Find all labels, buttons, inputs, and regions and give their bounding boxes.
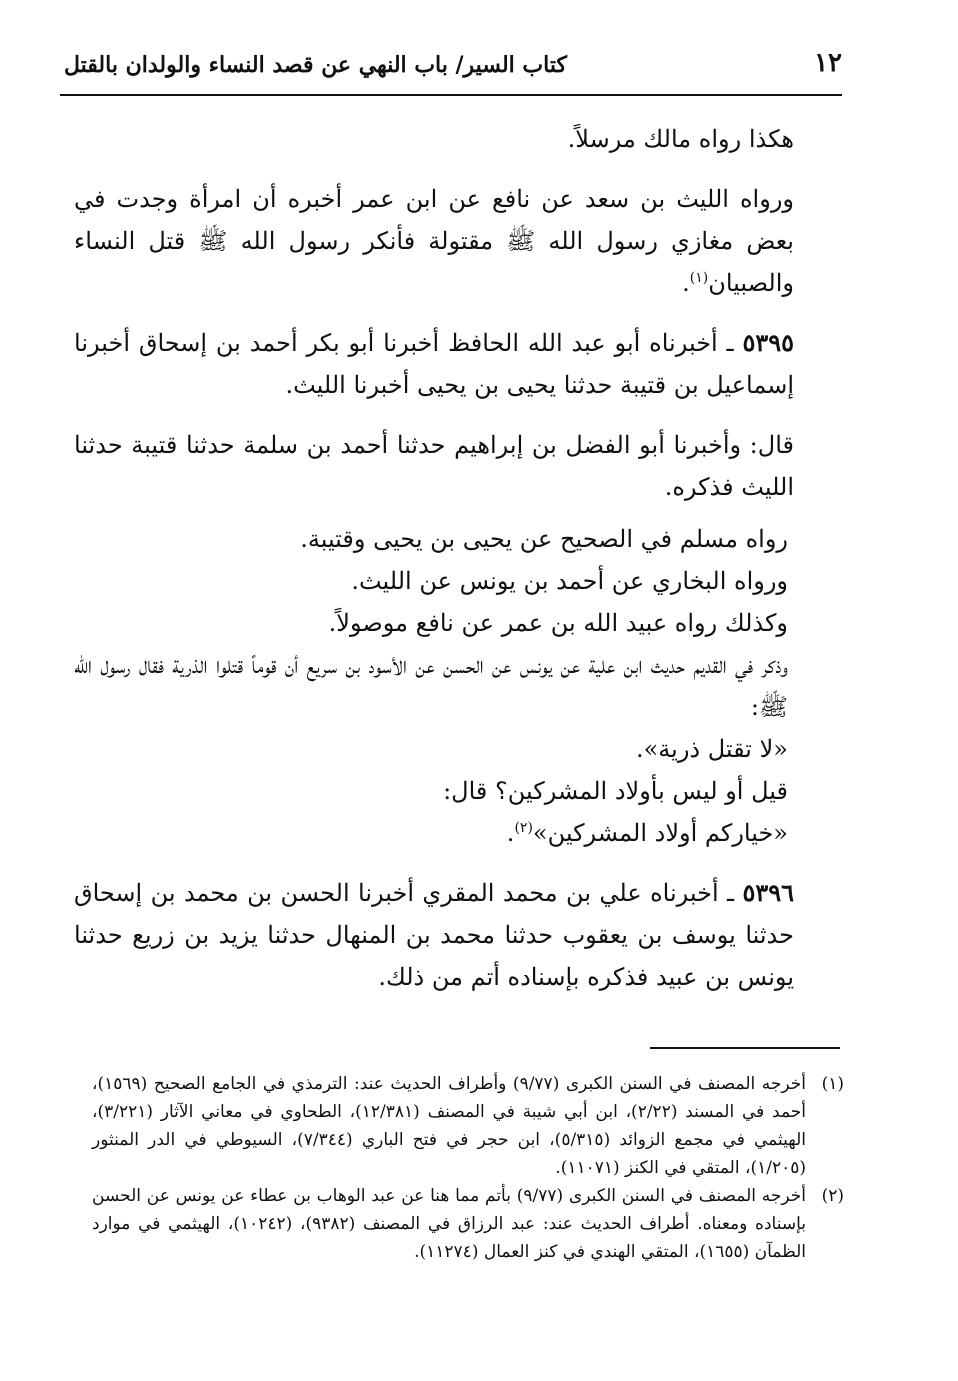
running-title: كتاب السير/ باب النهي عن قصد النساء والولدان بالقتل: [64, 52, 567, 78]
footnote-1: [92, 1070, 848, 1182]
paragraph-qil: قيل أو ليس بأولاد المشركين؟ قال:: [443, 777, 788, 805]
paragraph-khiyarukum: [74, 812, 840, 854]
paragraph-layth-text: ورواه الليث بن سعد عن نافع عن ابن عمر أخبره أن امرأة وجدت في بعض مغازي رسول الله ﷺ مقتولة فأنكر رسول الله ﷺ قتل النساء والصبيان: [74, 185, 794, 297]
paragraph-qadim: وذكر في القديم حديث ابن علية عن يونس عن الحسن عن الأسود بن سريع أن قوماً قتلوا الذرية فقال رسول الله ﷺ:: [74, 651, 789, 721]
hadith-number-5395: ٥٣٩٥: [742, 328, 794, 357]
hadith-5396: [74, 872, 840, 998]
paragraph-khiyarukum-text: «خياركم أولاد المشركين»: [532, 819, 788, 847]
paragraph-ubaydullah: وكذلك رواه عبيد الله بن عمر عن نافع موصولاً.: [328, 609, 788, 637]
paragraph-qal: قال: وأخبرنا أبو الفضل بن إبراهيم حدثنا أحمد بن سلمة حدثنا قتيبة حدثنا الليث فذكره.: [74, 431, 794, 501]
paragraph-layth: [74, 178, 840, 304]
footnote-text: أخرجه المصنف في السنن الكبرى (٩/٧٧) بأتم مما هنا عن عبد الوهاب بن عطاء عن يونس عن الحسن بإسناده ومعناه. أطراف الحديث عند: عبد الرزاق في المصنف (٩٣٨٢)، (١٠٢٤٢)، الهيثمي في موارد الظمآن (١٦٥٥)، المتقي الهندي في كنز العمال (١١٢٧٤).: [92, 1186, 806, 1262]
paragraph-malik: هكذا رواه مالك مرسلاً.: [567, 125, 794, 153]
footnote-ref-1[interactable]: (١): [689, 270, 709, 286]
footnote-ref-2[interactable]: (٢): [514, 820, 533, 836]
footnote-number: (٢): [821, 1186, 844, 1206]
main-text: [74, 118, 840, 998]
paragraph-khiyarukum-end: .: [506, 819, 515, 847]
hadith-5395-text: ـ أخبرناه أبو عبد الله الحافظ أخبرنا أبو بكر أحمد بن إسحاق أخبرنا إسماعيل بن قتيبة حدثنا يحيى بن يحيى أخبرنا الليث.: [74, 329, 794, 399]
hadith-5396-text: ـ أخبرناه علي بن محمد المقري أخبرنا الحسن بن محمد بن إسحاق حدثنا يوسف بن يعقوب حدثنا محمد بن المنهال حدثنا يزيد بن زريع حدثنا يونس بن عبيد فذكره بإسناده أتم من ذلك.: [74, 879, 794, 991]
paragraph-muslim: رواه مسلم في الصحيح عن يحيى بن يحيى وقتيبة.: [300, 525, 788, 553]
footnote-number: (١): [821, 1074, 844, 1094]
footnote-2: [92, 1182, 848, 1266]
paragraph-layth-end: .: [682, 269, 690, 297]
paragraph-bukhari: ورواه البخاري عن أحمد بن يونس عن الليث.: [351, 567, 788, 595]
hadith-number-5396: ٥٣٩٦: [742, 878, 794, 907]
hadith-5395: [74, 322, 840, 406]
page-number: ١٢: [814, 48, 842, 78]
page-header: [60, 44, 842, 96]
footnote-text: أخرجه المصنف في السنن الكبرى (٩/٧٧) وأطراف الحديث عند: الترمذي في الجامع الصحيح (١٥٦٩)، أحمد في المسند (٢/٢٢)، ابن أبي شيبة في المصنف (١٢/٣٨١)، الطحاوي في معاني الآثار (٣/٢٢١)، الهيثمي في مجمع الزوائد (٥/٣١٥)، ابن حجر في فتح الباري (٧/٣٤٤)، السيوطي في الدر المنثور (١/٢٠٥)، المتقي في الكنز (١١٠٧١).: [92, 1074, 807, 1178]
paragraph-la-taqtul: «لا تقتل ذرية».: [635, 735, 788, 763]
footnote-separator: [650, 1047, 840, 1049]
footnotes: [92, 1070, 848, 1266]
